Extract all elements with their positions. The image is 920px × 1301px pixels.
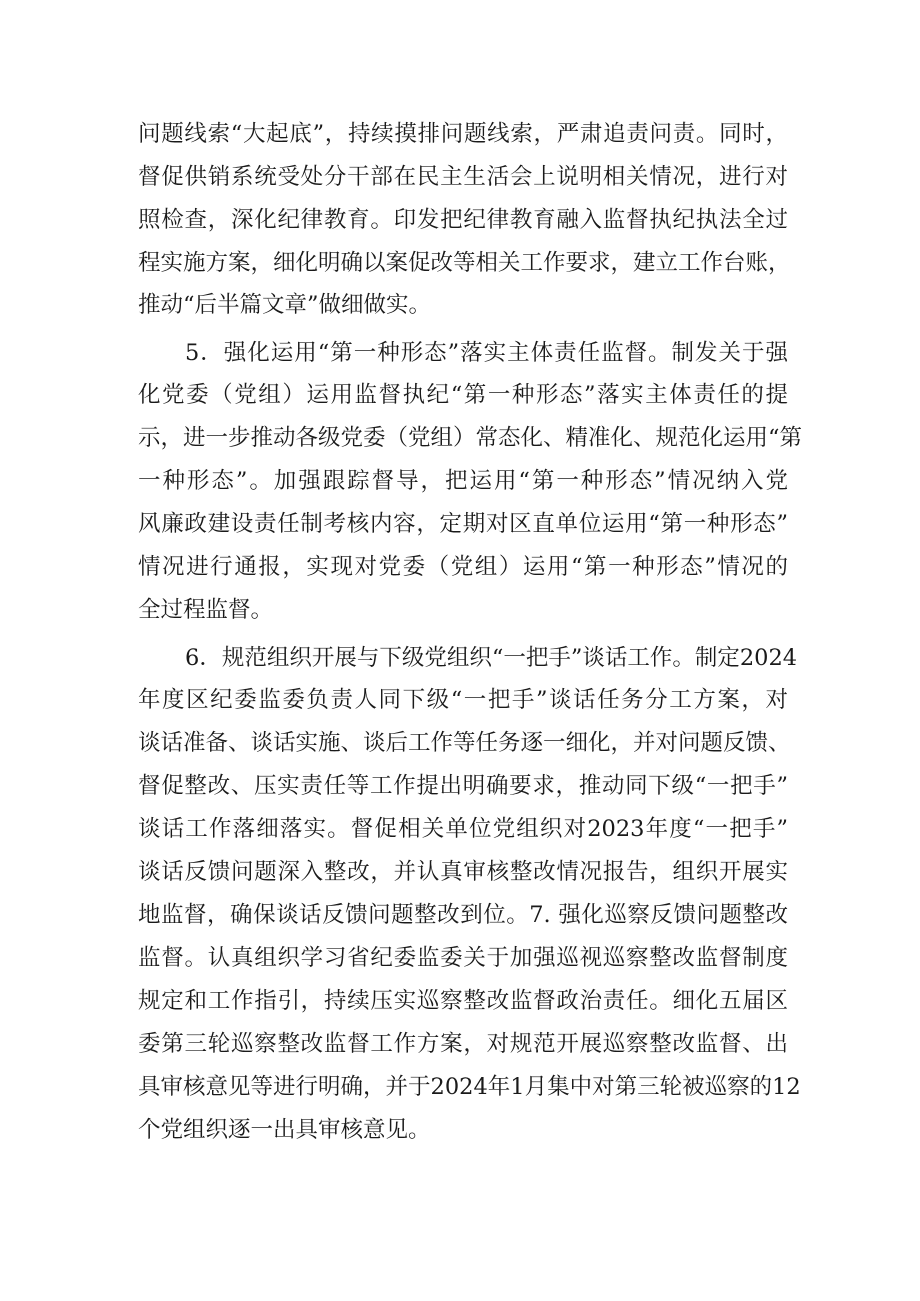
text-line: 全过程监督。 xyxy=(138,597,274,623)
section-heading-line: 6．规范组织开展与下级党组织“一把手”谈话工作。制定2024 xyxy=(185,645,798,671)
text-line: 风廉政建设责任制考核内容，定期对区直单位运用“第一种形态” xyxy=(138,511,788,537)
text-line: 问题线索“大起底”，持续摸排问题线索，严肃追责问责。同时， xyxy=(138,121,788,147)
text-line: 年度区纪委监委负责人同下级“一把手”谈话任务分工方案，对 xyxy=(138,687,788,713)
text-line: 一种形态”。加强跟踪督导，把运用“第一种形态”情况纳入党 xyxy=(138,468,788,494)
text-line: 谈话工作落细落实。督促相关单位党组织对2023年度“一把手” xyxy=(138,816,788,842)
text-line: 具审核意见等进行明确，并于2024年1月集中对第三轮被巡察的12 xyxy=(138,1074,801,1100)
text-line: 照检查，深化纪律教育。印发把纪律教育融入监督执纪执法全过 xyxy=(138,207,788,233)
text-line: 程实施方案，细化明确以案促改等相关工作要求，建立工作台账， xyxy=(138,250,791,276)
text-line: 规定和工作指引，持续压实巡察整改监督政治责任。细化五届区 xyxy=(138,988,788,1014)
text-line: 督促供销系统受处分干部在民主生活会上说明相关情况，进行对 xyxy=(138,164,788,190)
text-line: 督促整改、压实责任等工作提出明确要求，推动同下级“一把手” xyxy=(138,773,788,799)
text-line: 监督。认真组织学习省纪委监委关于加强巡视巡察整改监督制度 xyxy=(138,945,788,971)
text-line: 谈话反馈问题深入整改，并认真审核整改情况报告，组织开展实 xyxy=(138,859,788,885)
text-line: 委第三轮巡察整改监督工作方案，对规范开展巡察整改监督、出 xyxy=(138,1031,788,1057)
section-heading-line: 5．强化运用“第一种形态”落实主体责任监督。制发关于强 xyxy=(185,340,788,366)
text-line: 推动“后半篇文章”做细做实。 xyxy=(138,292,432,318)
text-line: 个党组织逐一出具审核意见。 xyxy=(138,1117,431,1143)
text-line: 化党委（党组）运用监督执纪“第一种形态”落实主体责任的提 xyxy=(138,382,788,408)
text-line: 示，进一步推动各级党委（党组）常态化、精准化、规范化运用“第 xyxy=(138,425,803,451)
text-line: 地监督，确保谈话反馈问题整改到位。7. 强化巡察反馈问题整改 xyxy=(138,902,788,928)
text-line: 谈话准备、谈话实施、谈后工作等任务逐一细化，并对问题反馈、 xyxy=(138,730,791,756)
text-line: 情况进行通报，实现对党委（党组）运用“第一种形态”情况的 xyxy=(138,554,788,580)
